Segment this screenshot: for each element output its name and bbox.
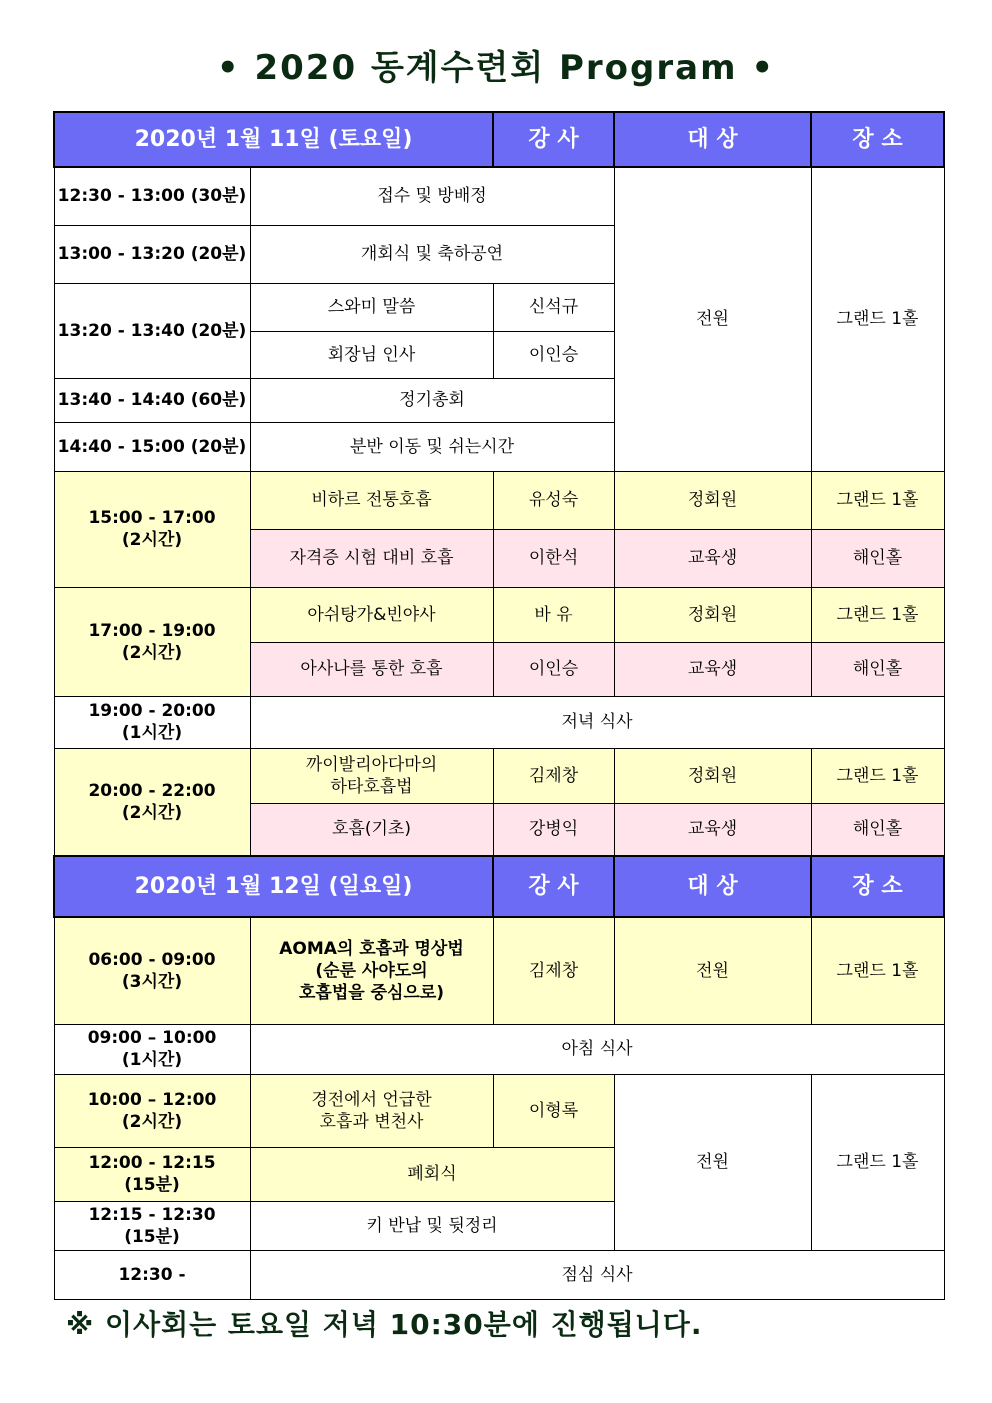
program-line: 경전에서 언급한 xyxy=(311,1089,432,1110)
program-line: 까이발리아다마의 xyxy=(305,754,438,775)
time-duration: (1시간) xyxy=(121,723,183,743)
time-cell xyxy=(54,748,250,856)
target-cell: 교육생 xyxy=(614,642,811,696)
lecturer-cell: 이인승 xyxy=(493,331,614,378)
program-line: 호흡과 변천사 xyxy=(319,1111,424,1132)
day1-date: 2020년 1월 11일 (토요일) xyxy=(54,112,493,167)
table-row xyxy=(54,1074,944,1147)
table-row xyxy=(54,471,944,529)
time-cell xyxy=(54,917,250,1024)
program-cell xyxy=(250,748,493,803)
program-cell: 아쉬탕가&빈야사 xyxy=(250,587,493,642)
program-cell: 키 반납 및 뒷정리 xyxy=(250,1201,614,1250)
target-cell: 정회원 xyxy=(614,748,811,803)
table-row xyxy=(54,1250,944,1299)
target-cell: 교육생 xyxy=(614,529,811,587)
lecturer-cell: 강병익 xyxy=(493,803,614,856)
time-range: 15:00 - 17:00 xyxy=(88,508,216,528)
lecturer-cell: 이인승 xyxy=(493,642,614,696)
program-cell: 폐회식 xyxy=(250,1147,614,1201)
time-range: 17:00 - 19:00 xyxy=(88,620,216,641)
header-target: 대 상 xyxy=(614,112,811,167)
meal-cell: 저녁 식사 xyxy=(250,696,944,748)
time-duration: (3시간) xyxy=(121,971,183,992)
time-duration: (2시간) xyxy=(121,530,183,550)
time-range: 19:00 - 20:00 xyxy=(88,701,216,721)
time-cell: 12:30 - xyxy=(54,1250,250,1299)
time-range: 12:00 - 12:15 xyxy=(88,1153,216,1173)
time-cell xyxy=(54,471,250,587)
lecturer-cell: 김제창 xyxy=(493,748,614,803)
lecturer-cell: 바 유 xyxy=(493,587,614,642)
target-cell: 전원 xyxy=(614,1074,811,1250)
time-cell: 12:30 - 13:00 (30분) xyxy=(54,167,250,225)
time-duration: (2시간) xyxy=(121,802,183,823)
program-line: (순룬 사야도의 xyxy=(315,960,428,981)
time-cell xyxy=(54,1024,250,1074)
time-duration: (2시간) xyxy=(121,642,183,663)
place-cell: 그랜드 1홀 xyxy=(811,167,944,471)
place-cell: 그랜드 1홀 xyxy=(811,471,944,529)
footnote: ※ 이사회는 토요일 저녁 10:30분에 진행됩니다. xyxy=(66,1308,703,1341)
header-place: 장 소 xyxy=(811,112,944,167)
lecturer-cell: 이한석 xyxy=(493,529,614,587)
place-cell: 그랜드 1홀 xyxy=(811,917,944,1024)
place-cell: 그랜드 1홀 xyxy=(811,748,944,803)
program-line: AOMA의 호흡과 명상법 xyxy=(279,938,464,959)
time-cell xyxy=(54,587,250,696)
lecturer-cell: 이형록 xyxy=(493,1074,614,1147)
table-row xyxy=(54,1024,944,1074)
lecturer-cell: 신석규 xyxy=(493,283,614,331)
header-place: 장 소 xyxy=(811,856,944,917)
program-line: 호흡법을 중심으로) xyxy=(298,982,445,1003)
time-range: 10:00 – 12:00 xyxy=(87,1089,217,1110)
table-row xyxy=(54,167,944,225)
header-target: 대 상 xyxy=(614,856,811,917)
time-cell xyxy=(54,1201,250,1250)
page-title: • 2020 동계수련회 Program • xyxy=(216,48,776,88)
table-row xyxy=(54,917,944,1024)
time-cell: 13:20 - 13:40 (20분) xyxy=(54,283,250,378)
table-row xyxy=(54,748,944,803)
time-cell xyxy=(54,696,250,748)
time-range: 20:00 - 22:00 xyxy=(88,780,216,801)
place-cell: 그랜드 1홀 xyxy=(811,1074,944,1250)
program-cell: 아사나를 통한 호흡 xyxy=(250,642,493,696)
time-range: 12:15 - 12:30 xyxy=(88,1204,216,1225)
time-cell xyxy=(54,1074,250,1147)
day2-date: 2020년 1월 12일 (일요일) xyxy=(54,856,493,917)
target-cell: 정회원 xyxy=(614,471,811,529)
program-line: 하타호흡법 xyxy=(330,776,413,797)
program-cell: 자격증 시험 대비 호흡 xyxy=(250,529,493,587)
time-range: 09:00 – 10:00 xyxy=(87,1028,217,1048)
program-cell xyxy=(250,917,493,1024)
time-cell: 13:00 - 13:20 (20분) xyxy=(54,225,250,283)
meal-cell: 점심 식사 xyxy=(250,1250,944,1299)
target-cell: 전원 xyxy=(614,917,811,1024)
program-cell: 정기총회 xyxy=(250,378,614,422)
place-cell: 해인홀 xyxy=(811,642,944,696)
program-cell: 분반 이동 및 쉬는시간 xyxy=(250,422,614,471)
meal-cell: 아침 식사 xyxy=(250,1024,944,1074)
day1-header-row xyxy=(54,112,944,167)
time-cell: 13:40 - 14:40 (60분) xyxy=(54,378,250,422)
day2-header-row xyxy=(54,856,944,917)
table-row xyxy=(54,587,944,642)
place-cell: 그랜드 1홀 xyxy=(811,587,944,642)
table-row xyxy=(54,696,944,748)
program-cell: 개회식 및 축하공연 xyxy=(250,225,614,283)
place-cell: 해인홀 xyxy=(811,803,944,856)
target-cell: 전원 xyxy=(614,167,811,471)
time-duration: (15분) xyxy=(124,1175,180,1195)
header-lecturer: 강 사 xyxy=(493,856,614,917)
program-cell: 회장님 인사 xyxy=(250,331,493,378)
program-cell: 접수 및 방배정 xyxy=(250,167,614,225)
lecturer-cell: 김제창 xyxy=(493,917,614,1024)
program-cell: 스와미 말씀 xyxy=(250,283,493,331)
time-duration: (2시간) xyxy=(121,1111,183,1132)
target-cell: 정회원 xyxy=(614,587,811,642)
time-duration: (1시간) xyxy=(121,1050,183,1070)
program-cell xyxy=(250,1074,493,1147)
target-cell: 교육생 xyxy=(614,803,811,856)
time-cell xyxy=(54,1147,250,1201)
place-cell: 해인홀 xyxy=(811,529,944,587)
time-cell: 14:40 - 15:00 (20분) xyxy=(54,422,250,471)
time-duration: (15분) xyxy=(124,1226,180,1247)
lecturer-cell: 유성숙 xyxy=(493,471,614,529)
schedule-table xyxy=(53,111,945,1300)
time-range: 06:00 - 09:00 xyxy=(88,949,216,970)
program-cell: 호흡(기초) xyxy=(250,803,493,856)
program-cell: 비하르 전통호흡 xyxy=(250,471,493,529)
header-lecturer: 강 사 xyxy=(493,112,614,167)
